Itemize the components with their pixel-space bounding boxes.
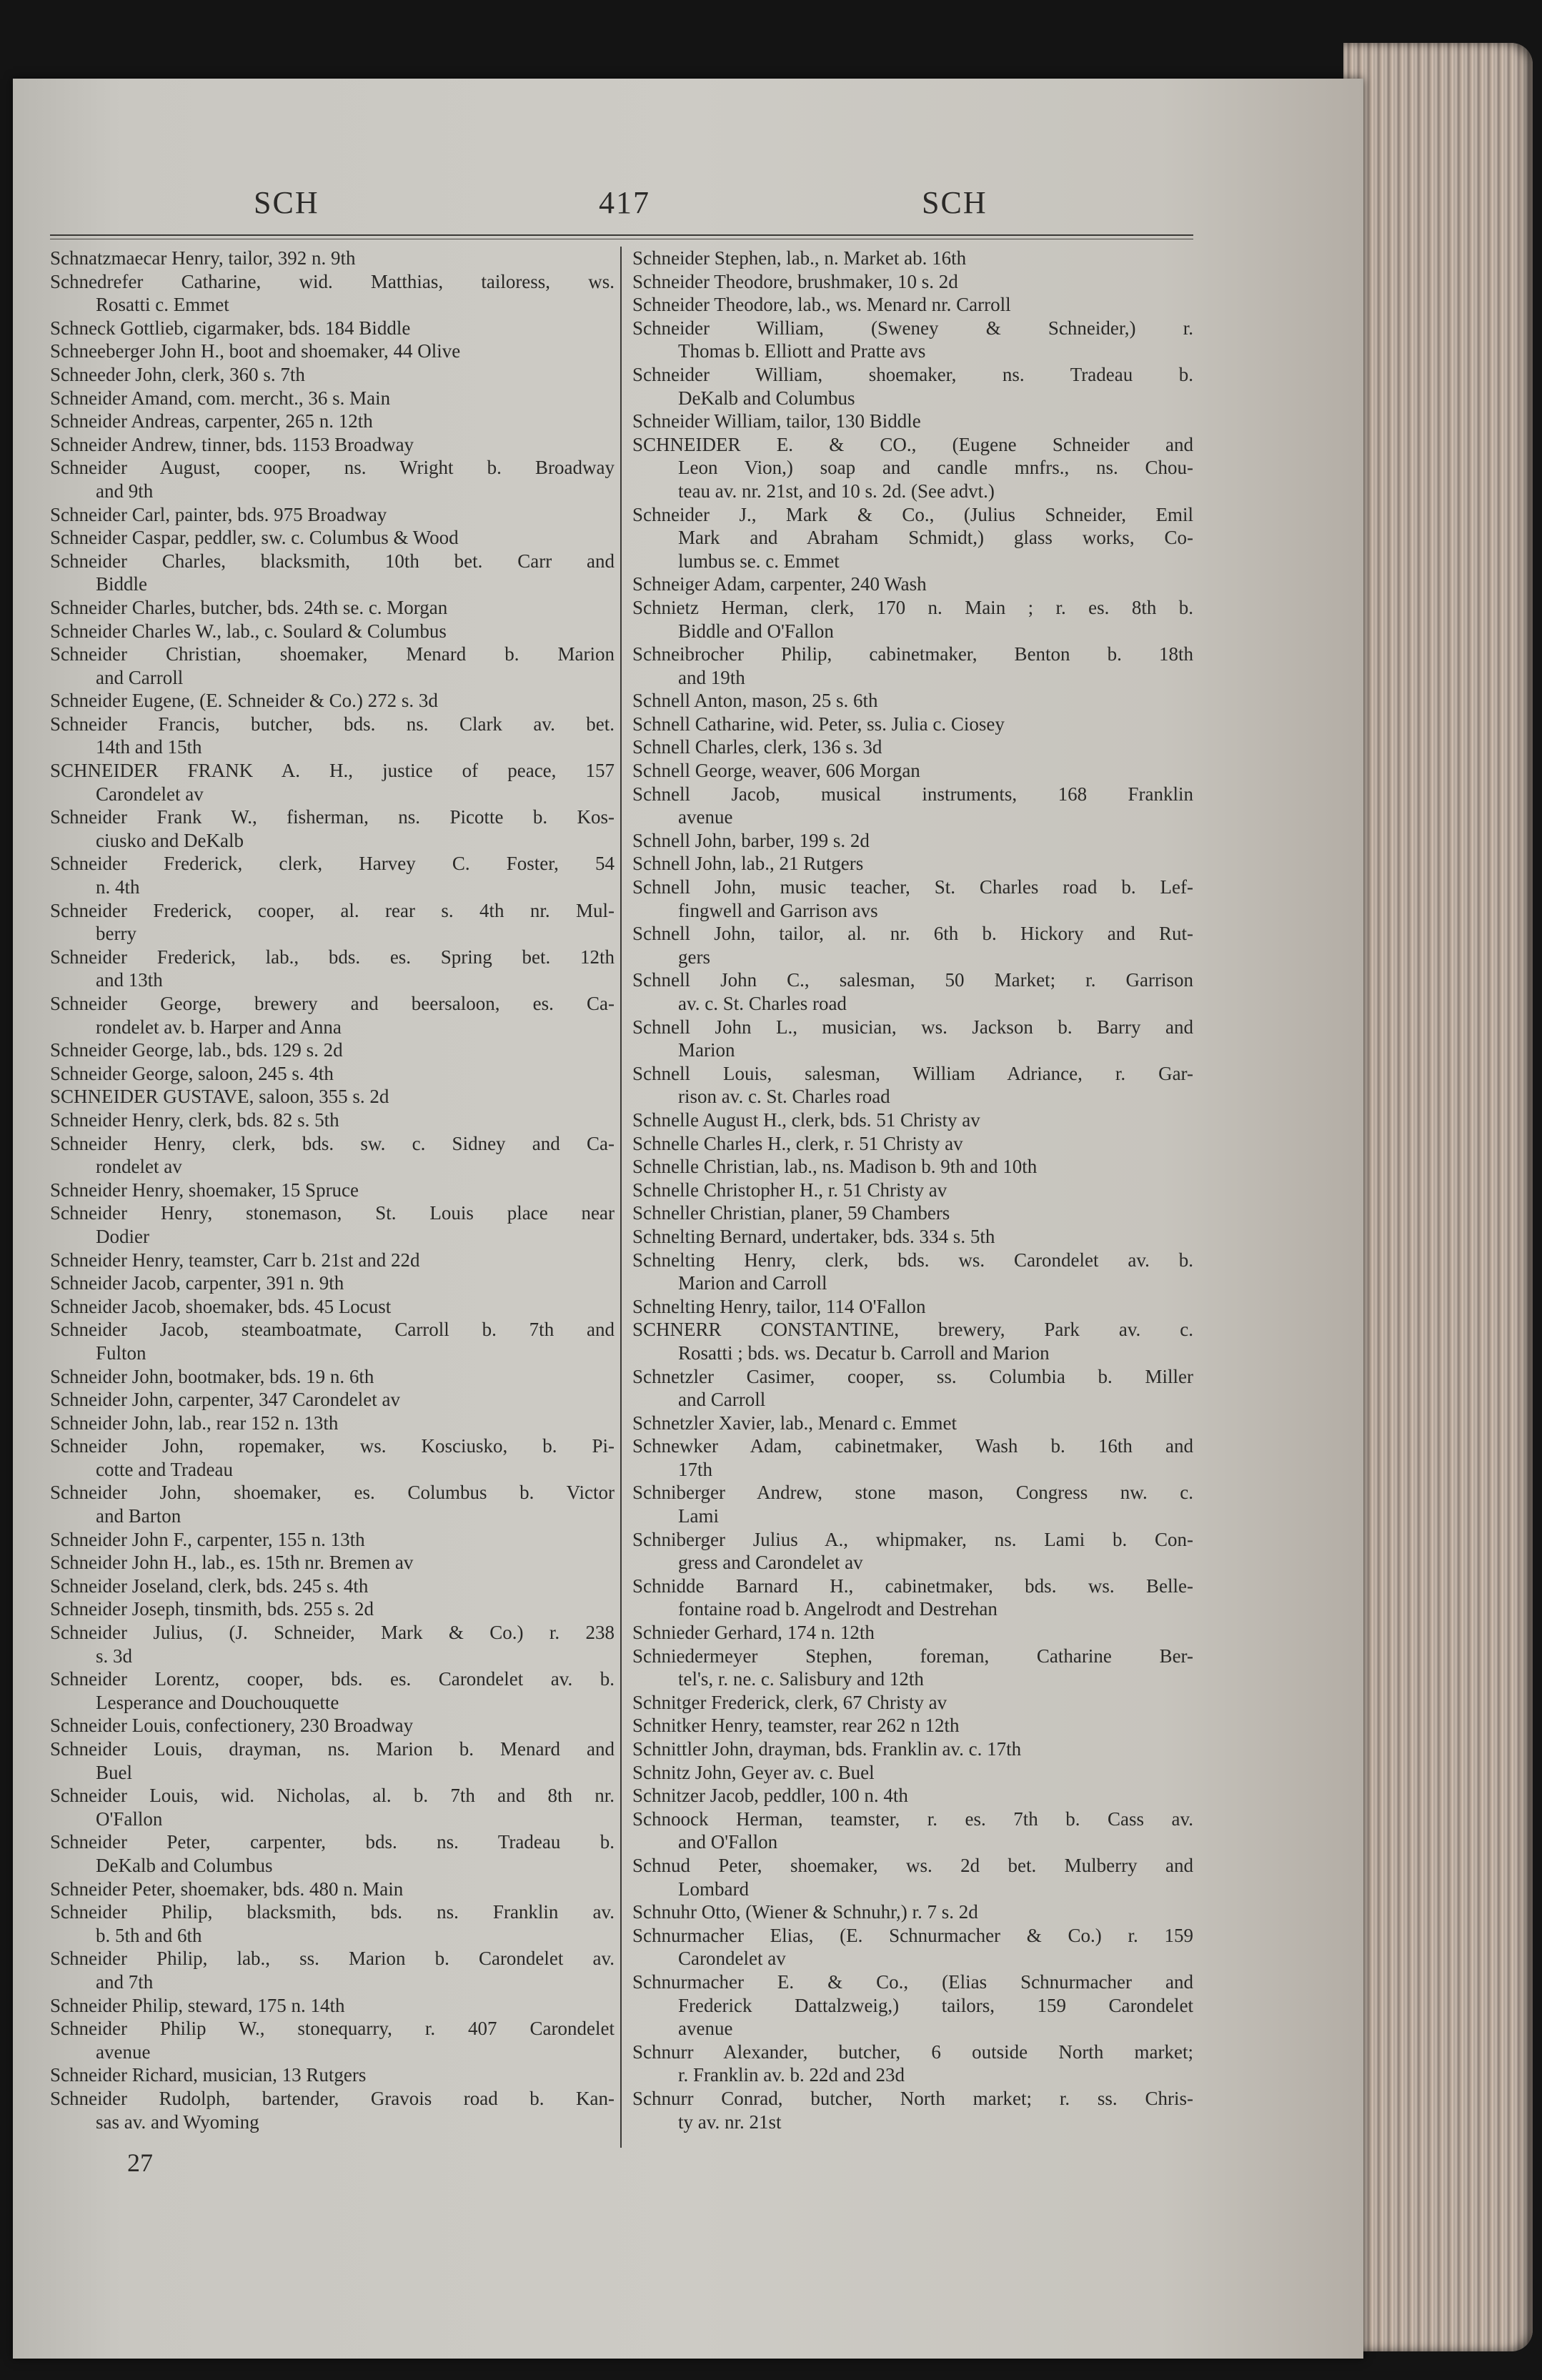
directory-entry (50, 270, 615, 317)
directory-entry (50, 410, 615, 433)
directory-entry (50, 1830, 615, 1877)
entry-continuation-line: Mark and Abraham Schmidt,) glass works, Co- (678, 527, 1193, 549)
entry-line: Schneider Christian, shoemaker, Menard b. Marion (50, 643, 615, 665)
directory-entry (632, 689, 1193, 713)
page-number: 417 (599, 185, 650, 220)
directory-entry (50, 1900, 615, 1947)
entry-continuation-line: rondelet av (96, 1156, 182, 1178)
directory-entry (50, 1597, 615, 1621)
directory-entry (632, 1808, 1193, 1854)
directory-entry (632, 1645, 1193, 1691)
entry-continuation-line: avenue (678, 2018, 733, 2040)
directory-entry (632, 1900, 1193, 1924)
entry-line: Schnud Peter, shoemaker, ws. 2d bet. Mulberry and (632, 1854, 1193, 1876)
entry-line: Schnieder Gerhard, 174 n. 12th (632, 1622, 875, 1644)
entry-continuation-line: avenue (96, 2041, 151, 2063)
entry-continuation-line: Marion and Carroll (678, 1272, 827, 1294)
directory-entry (50, 643, 615, 689)
entry-line: Schneider August, cooper, ns. Wright b. Broadway (50, 457, 615, 479)
directory-entry (50, 363, 615, 387)
directory-entry (632, 1318, 1193, 1364)
directory-entry (632, 596, 1193, 643)
entry-line: Schneider Louis, confectionery, 230 Broadway (50, 1715, 414, 1737)
running-head-right: SCH (922, 185, 988, 220)
entry-line: Schneider Charles, blacksmith, 10th bet. Carr and (50, 550, 615, 572)
entry-line: SCHNEIDER GUSTAVE, saloon, 355 s. 2d (50, 1086, 389, 1108)
entry-continuation-line: Lami (678, 1505, 719, 1527)
entry-line: Schneider Henry, teamster, Carr b. 21st and 22d (50, 1249, 420, 1271)
directory-entry (632, 1062, 1193, 1109)
directory-entry (50, 1714, 615, 1737)
entry-line: Schneider Henry, clerk, bds. 82 s. 5th (50, 1109, 339, 1131)
directory-entry (632, 1365, 1193, 1412)
entry-line: Schnelting Bernard, undertaker, bds. 334 s. 5th (632, 1225, 995, 1247)
entry-line: Schneeberger John H., boot and shoemaker, 44 Olive (50, 340, 461, 362)
directory-entry (50, 339, 615, 363)
directory-entry (50, 2017, 615, 2063)
entry-line: Schnurr Conrad, butcher, North market; r. ss. Chris- (632, 2087, 1193, 2109)
entry-line: Schneider John, bootmaker, bds. 19 n. 6th (50, 1365, 374, 1387)
directory-entry (632, 293, 1193, 317)
entry-line: Schneider Charles, butcher, bds. 24th se. c. Morgan (50, 596, 448, 618)
entry-continuation-line: berry (96, 923, 136, 945)
entry-continuation-line: gers (678, 946, 710, 968)
entry-continuation-line: Rosatti c. Emmet (96, 294, 229, 316)
entry-continuation-line: av. c. St. Charles road (678, 993, 847, 1014)
entry-line: Schneller Christian, planer, 59 Chambers (632, 1202, 950, 1224)
entry-continuation-line: avenue (678, 806, 733, 828)
entry-line: Schneider Andreas, carpenter, 265 n. 12th (50, 410, 373, 432)
entry-line: Schneider John F., carpenter, 155 n. 13th (50, 1528, 365, 1550)
entry-line: Schneider Joseland, clerk, bds. 245 s. 4th (50, 1575, 369, 1597)
entry-line: Schneider Henry, shoemaker, 15 Spruce (50, 1179, 359, 1201)
entry-line: Schnelle Christopher H., r. 51 Christy av (632, 1179, 947, 1201)
entry-line: Schneider Philip, steward, 175 n. 14th (50, 1994, 345, 2016)
directory-entry (50, 1318, 615, 1364)
directory-entry (632, 1201, 1193, 1225)
entry-continuation-line: and O'Fallon (678, 1831, 778, 1853)
entry-line: Schnell George, weaver, 606 Morgan (632, 760, 920, 782)
directory-entry (50, 1737, 615, 1784)
entry-line: Schneider Richard, musician, 13 Rutgers (50, 2064, 367, 2086)
directory-entry (632, 643, 1193, 689)
entry-line: Schnelle August H., clerk, bds. 51 Christy av (632, 1109, 980, 1131)
directory-entry (632, 1412, 1193, 1435)
entry-line: Schneider Frederick, clerk, Harvey C. Foster, 54 (50, 853, 615, 875)
entry-line: Schneider George, brewery and beersaloon, es. Ca- (50, 993, 615, 1014)
entry-line: Schneider Philip W., stonequarry, r. 407 Carondelet (50, 2018, 615, 2040)
entry-continuation-line: ty av. nr. 21st (678, 2111, 782, 2133)
entry-continuation-line: and 13th (96, 969, 163, 991)
entry-line: Schnell John L., musician, ws. Jackson b. Barry and (632, 1016, 1193, 1038)
directory-entry (50, 456, 615, 502)
entry-line: Schnietz Herman, clerk, 170 n. Main ; r. es. 8th b. (632, 596, 1193, 618)
entry-continuation-line: lumbus se. c. Emmet (678, 550, 840, 572)
entry-line: Schnittler John, drayman, bds. Franklin av. c. 17th (632, 1738, 1022, 1760)
directory-entry (632, 363, 1193, 410)
directory-entry (50, 899, 615, 946)
entry-line: Schniberger Julius A., whipmaker, ns. Lami b. Con- (632, 1528, 1193, 1550)
entry-line: Schnitker Henry, teamster, rear 262 n 12th (632, 1715, 960, 1737)
entry-continuation-line: ciusko and DeKalb (96, 829, 244, 851)
directory-entry (50, 1038, 615, 1062)
directory-entry (50, 2087, 615, 2133)
entry-continuation-line: and Barton (96, 1505, 181, 1527)
entry-line: Schneider Andrew, tinner, bds. 1153 Broadway (50, 433, 414, 455)
entry-line: Schnell John, tailor, al. nr. 6th b. Hickory and Rut- (632, 923, 1193, 945)
directory-entry (50, 1994, 615, 2018)
entry-line: Schnell Jacob, musical instruments, 168 Franklin (632, 783, 1193, 805)
directory-entry (632, 1249, 1193, 1295)
entry-continuation-line: Biddle (96, 573, 147, 595)
directory-entry (50, 1062, 615, 1086)
entry-continuation-line: Fulton (96, 1342, 146, 1364)
entry-line: Schneider John, shoemaker, es. Columbus b. Victor (50, 1482, 615, 1504)
directory-entry (50, 992, 615, 1038)
directory-entry (50, 1528, 615, 1552)
directory-entry (632, 503, 1193, 573)
entry-line: Schnoock Herman, teamster, r. es. 7th b. Cass av. (632, 1808, 1193, 1830)
entry-line: Schnelting Henry, tailor, 114 O'Fallon (632, 1295, 926, 1317)
entry-line: Schneider Frederick, lab., bds. es. Spring bet. 12th (50, 946, 615, 968)
running-head-left: SCH (254, 185, 319, 220)
directory-entry (50, 1667, 615, 1714)
directory-entry (632, 1621, 1193, 1645)
directory-entry (50, 1295, 615, 1319)
directory-entry (632, 876, 1193, 922)
directory-entry (50, 1085, 615, 1109)
entry-continuation-line: Leon Vion,) soap and candle mnfrs., ns. Chou- (678, 457, 1193, 479)
directory-entry (50, 1784, 615, 1830)
entry-line: Schneider Eugene, (E. Schneider & Co.) 272 s. 3d (50, 690, 438, 712)
entry-line: Schniedermeyer Stephen, foreman, Catharine Ber- (632, 1645, 1193, 1667)
directory-entry (50, 1132, 615, 1179)
entry-line: Schneider Joseph, tinsmith, bds. 255 s. 2d (50, 1598, 374, 1620)
entry-continuation-line: tel's, r. ne. c. Salisbury and 12th (678, 1668, 924, 1690)
directory-entry (632, 1481, 1193, 1527)
entry-line: Schnelle Charles H., clerk, r. 51 Christy av (632, 1132, 963, 1154)
directory-entry (50, 503, 615, 527)
entry-line: SCHNEIDER E. & CO., (Eugene Schneider and (632, 433, 1193, 455)
entry-line: Schnitger Frederick, clerk, 67 Christy av (632, 1691, 947, 1713)
entry-line: Schneider Peter, carpenter, bds. ns. Tradeau b. (50, 1831, 615, 1853)
directory-entry (50, 1179, 615, 1202)
directory-entry (50, 1878, 615, 1901)
entry-line: Schneider Jacob, shoemaker, bds. 45 Locust (50, 1295, 392, 1317)
directory-entry (50, 805, 615, 852)
entry-continuation-line: rondelet av. b. Harper and Anna (96, 1016, 342, 1038)
directory-entry (50, 317, 615, 340)
directory-entry (50, 550, 615, 596)
entry-continuation-line: Dodier (96, 1225, 149, 1247)
entry-continuation-line: b. 5th and 6th (96, 1924, 202, 1946)
entry-line: Schneiger Adam, carpenter, 240 Wash (632, 573, 927, 595)
directory-entry (50, 1947, 615, 1993)
directory-entry (632, 783, 1193, 829)
directory-entry (50, 620, 615, 643)
entry-line: Schneider John, carpenter, 347 Carondelet av (50, 1389, 400, 1411)
entry-continuation-line: and Carroll (678, 1389, 766, 1411)
entry-line: Schnurr Alexander, butcher, 6 outside North market; (632, 2041, 1193, 2063)
entry-continuation-line: n. 4th (96, 876, 140, 898)
entry-line: Schnuhr Otto, (Wiener & Schnuhr,) r. 7 s. 2d (632, 1901, 978, 1923)
column-divider (620, 247, 622, 2148)
directory-entry (50, 1481, 615, 1527)
entry-line: Schneider Lorentz, cooper, bds. es. Carondelet av. b. (50, 1668, 615, 1690)
directory-entry (50, 387, 615, 410)
entry-line: Schneider Peter, shoemaker, bds. 480 n. Main (50, 1878, 404, 1900)
entry-continuation-line: Carondelet av (678, 1948, 786, 1970)
entry-line: Schnitzer Jacob, peddler, 100 n. 4th (632, 1785, 908, 1807)
directory-entry (50, 1575, 615, 1598)
entry-continuation-line: and 7th (96, 1970, 154, 1993)
entry-line: Schneider Theodore, lab., ws. Menard nr. Carroll (632, 294, 1011, 316)
entry-continuation-line: Carondelet av (96, 783, 204, 805)
right-column (632, 247, 1193, 2133)
directory-entry (632, 1225, 1193, 1249)
entry-line: Schneider Frederick, cooper, al. rear s. 4th nr. Mul- (50, 899, 615, 921)
entry-line: Schneider Julius, (J. Schneider, Mark & Co.) r. 238 (50, 1622, 615, 1644)
entry-continuation-line: Rosatti ; bds. ws. Decatur b. Carroll and Marion (678, 1342, 1050, 1364)
entry-line: Schneider Henry, stonemason, St. Louis place near (50, 1202, 615, 1224)
entry-line: Schniberger Andrew, stone mason, Congress nw. c. (632, 1482, 1193, 1504)
directory-entry (632, 735, 1193, 759)
directory-entry (50, 1551, 615, 1575)
entry-line: Schneider George, lab., bds. 129 s. 2d (50, 1039, 343, 1061)
entry-line: Schneider William, tailor, 130 Biddle (632, 410, 921, 432)
entry-continuation-line: DeKalb and Columbus (96, 1854, 273, 1876)
entry-continuation-line: teau av. nr. 21st, and 10 s. 2d. (See advt.) (678, 480, 995, 502)
entry-continuation-line: O'Fallon (96, 1808, 163, 1830)
directory-entry (632, 410, 1193, 433)
directory-entry (632, 1016, 1193, 1062)
directory-entry (632, 1179, 1193, 1202)
header-rule (50, 234, 1193, 236)
entry-line: Schneibrocher Philip, cabinetmaker, Benton b. 18th (632, 643, 1193, 665)
directory-entry (632, 1924, 1193, 1970)
entry-line: Schneider Louis, drayman, ns. Marion b. Menard and (50, 1738, 615, 1760)
entry-continuation-line: fingwell and Garrison avs (678, 899, 878, 921)
entry-line: Schnell John, barber, 199 s. 2d (632, 829, 870, 851)
entry-line: Schnell Catharine, wid. Peter, ss. Julia c. Ciosey (632, 713, 1005, 735)
directory-entry (50, 1621, 615, 1667)
entry-continuation-line: Lombard (678, 1878, 749, 1900)
entry-line: Schnidde Barnard H., cabinetmaker, bds. ws. Belle- (632, 1575, 1193, 1597)
entry-line: Schneider Carl, painter, bds. 975 Broadway (50, 503, 387, 525)
entry-continuation-line: Lesperance and Douchouquette (96, 1691, 339, 1713)
directory-entry (50, 759, 615, 805)
entry-line: Schneider Frank W., fisherman, ns. Picotte b. Kos- (50, 806, 615, 828)
book-page-edges (1343, 43, 1533, 2351)
directory-entry (632, 317, 1193, 363)
entry-continuation-line: gress and Carondelet av (678, 1552, 863, 1574)
directory-entry (632, 2041, 1193, 2087)
entry-continuation-line: Frederick Dattalzweig,) tailors, 159 Carondelet (678, 1994, 1193, 2016)
entry-line: Schneider Jacob, steamboatmate, Carroll b. 7th and (50, 1319, 615, 1341)
entry-continuation-line: 14th and 15th (96, 736, 202, 758)
directory-entry (50, 713, 615, 759)
entry-line: Schnell John, music teacher, St. Charles road b. Lef- (632, 876, 1193, 898)
entry-line: Schneider John, ropemaker, ws. Kosciusko, b. Pi- (50, 1435, 615, 1457)
entry-line: Schnell Louis, salesman, William Adriance, r. Gar- (632, 1062, 1193, 1084)
entry-line: Schneider Caspar, peddler, sw. c. Columbus & Wood (50, 527, 459, 549)
entry-continuation-line: cotte and Tradeau (96, 1458, 233, 1480)
left-column (50, 247, 615, 2133)
entry-line: Schneider Henry, clerk, bds. sw. c. Sidney and Ca- (50, 1132, 615, 1154)
entry-continuation-line: Buel (96, 1761, 132, 1783)
directory-entry (632, 1575, 1193, 1621)
entry-line: Schnedrefer Catharine, wid. Matthias, tailoress, ws. (50, 270, 615, 292)
directory-entry (632, 713, 1193, 736)
directory-entry (632, 1155, 1193, 1179)
entry-line: Schneeder John, clerk, 360 s. 7th (50, 363, 305, 385)
entry-line: Schneider J., Mark & Co., (Julius Schneider, Emil (632, 503, 1193, 525)
directory-entry (632, 852, 1193, 876)
directory-entry (50, 852, 615, 898)
entry-continuation-line: sas av. and Wyoming (96, 2111, 259, 2133)
entry-line: Schneider John H., lab., es. 15th nr. Bremen av (50, 1552, 414, 1574)
entry-line: Schnell John, lab., 21 Rutgers (632, 853, 864, 875)
directory-entry (632, 1784, 1193, 1808)
entry-line: Schneider John, lab., rear 152 n. 13th (50, 1412, 339, 1434)
entry-continuation-line: Biddle and O'Fallon (678, 620, 834, 642)
directory-entry (632, 1691, 1193, 1715)
directory-entry (632, 1132, 1193, 1156)
directory-entry (632, 1528, 1193, 1575)
directory-entry (632, 1434, 1193, 1481)
entry-continuation-line: and 19th (678, 666, 745, 688)
directory-entry (632, 1970, 1193, 2041)
directory-entry (50, 1365, 615, 1389)
directory-entry (632, 968, 1193, 1015)
entry-line: Schneider Philip, blacksmith, bds. ns. Franklin av. (50, 1901, 615, 1923)
entry-continuation-line: s. 3d (96, 1645, 133, 1667)
entry-line: Schnelting Henry, clerk, bds. ws. Carondelet av. b. (632, 1249, 1193, 1271)
entry-line: Schneider Jacob, carpenter, 391 n. 9th (50, 1272, 344, 1294)
directory-entry (50, 1388, 615, 1412)
directory-entry (632, 759, 1193, 783)
signature-mark: 27 (127, 2148, 153, 2177)
entry-line: Schneider Stephen, lab., n. Market ab. 16th (632, 247, 967, 269)
entry-continuation-line: DeKalb and Columbus (678, 387, 855, 409)
entry-line: Schnetzler Casimer, cooper, ss. Columbia b. Miller (632, 1365, 1193, 1387)
directory-entry (632, 1295, 1193, 1319)
directory-entry (50, 247, 615, 270)
directory-entry (632, 1714, 1193, 1737)
entry-continuation-line: fontaine road b. Angelrodt and Destrehan (678, 1598, 998, 1620)
directory-entry (632, 1854, 1193, 1900)
entry-line: Schneck Gottlieb, cigarmaker, bds. 184 Biddle (50, 317, 411, 339)
entry-line: Schneider Rudolph, bartender, Gravois road b. Kan- (50, 2087, 615, 2109)
entry-line: Schnurmacher E. & Co., (Elias Schnurmacher and (632, 1970, 1193, 1993)
entry-continuation-line: and 9th (96, 480, 154, 502)
directory-entry (50, 1249, 615, 1272)
entry-line: Schneider Theodore, brushmaker, 10 s. 2d (632, 270, 958, 292)
directory-entry (632, 829, 1193, 853)
entry-line: Schneider Francis, butcher, bds. ns. Clark av. bet. (50, 713, 615, 735)
directory-entry (50, 689, 615, 713)
directory-entry (50, 1201, 615, 1248)
entry-line: Schneider William, (Sweney & Schneider,) r. (632, 317, 1193, 339)
directory-entry (50, 1412, 615, 1435)
entry-line: Schnatzmaecar Henry, tailor, 392 n. 9th (50, 247, 356, 269)
entry-line: Schnurmacher Elias, (E. Schnurmacher & Co.) r. 159 (632, 1924, 1193, 1946)
entry-line: Schneider Charles W., lab., c. Soulard & Columbus (50, 620, 447, 642)
entry-line: Schneider Amand, com. mercht., 36 s. Main (50, 387, 391, 409)
entry-line: SCHNERR CONSTANTINE, brewery, Park av. c. (632, 1319, 1193, 1341)
directory-entry (50, 1109, 615, 1132)
directory-entry (632, 247, 1193, 270)
entry-continuation-line: Thomas b. Elliott and Pratte avs (678, 340, 926, 362)
entry-line: Schneider Philip, lab., ss. Marion b. Carondelet av. (50, 1948, 615, 1970)
entry-line: Schnewker Adam, cabinetmaker, Wash b. 16th and (632, 1435, 1193, 1457)
directory-entry (632, 572, 1193, 596)
directory-entry (50, 1434, 615, 1481)
directory-entry (632, 270, 1193, 294)
entry-line: Schnitz John, Geyer av. c. Buel (632, 1761, 875, 1783)
entry-line: Schnell Charles, clerk, 136 s. 3d (632, 736, 882, 758)
entry-line: Schneider Louis, wid. Nicholas, al. b. 7th and 8th nr. (50, 1785, 615, 1807)
directory-entry (632, 1109, 1193, 1132)
entry-continuation-line: r. Franklin av. b. 22d and 23d (678, 2064, 905, 2086)
directory-entry (632, 1737, 1193, 1761)
entry-line: Schnell John C., salesman, 50 Market; r. Garrison (632, 969, 1193, 991)
entry-continuation-line: Marion (678, 1039, 735, 1061)
entry-line: Schneider William, shoemaker, ns. Tradeau b. (632, 363, 1193, 385)
entry-continuation-line: 17th (678, 1458, 713, 1480)
entry-line: SCHNEIDER FRANK A. H., justice of peace, 157 (50, 760, 615, 782)
directory-entry (50, 596, 615, 620)
directory-entry (50, 1271, 615, 1295)
directory-entry (632, 2087, 1193, 2133)
directory-entry (632, 922, 1193, 968)
entry-line: Schnetzler Xavier, lab., Menard c. Emmet (632, 1412, 957, 1434)
directory-entry (50, 946, 615, 992)
entry-continuation-line: rison av. c. St. Charles road (678, 1086, 890, 1108)
entry-line: Schneider George, saloon, 245 s. 4th (50, 1062, 334, 1084)
directory-entry (50, 433, 615, 457)
entry-line: Schnell Anton, mason, 25 s. 6th (632, 690, 878, 712)
directory-entry (50, 2063, 615, 2087)
directory-entry (632, 1761, 1193, 1785)
entry-continuation-line: and Carroll (96, 666, 184, 688)
directory-entry (50, 526, 615, 550)
directory-entry (632, 433, 1193, 503)
entry-line: Schnelle Christian, lab., ns. Madison b. 9th and 10th (632, 1156, 1038, 1178)
